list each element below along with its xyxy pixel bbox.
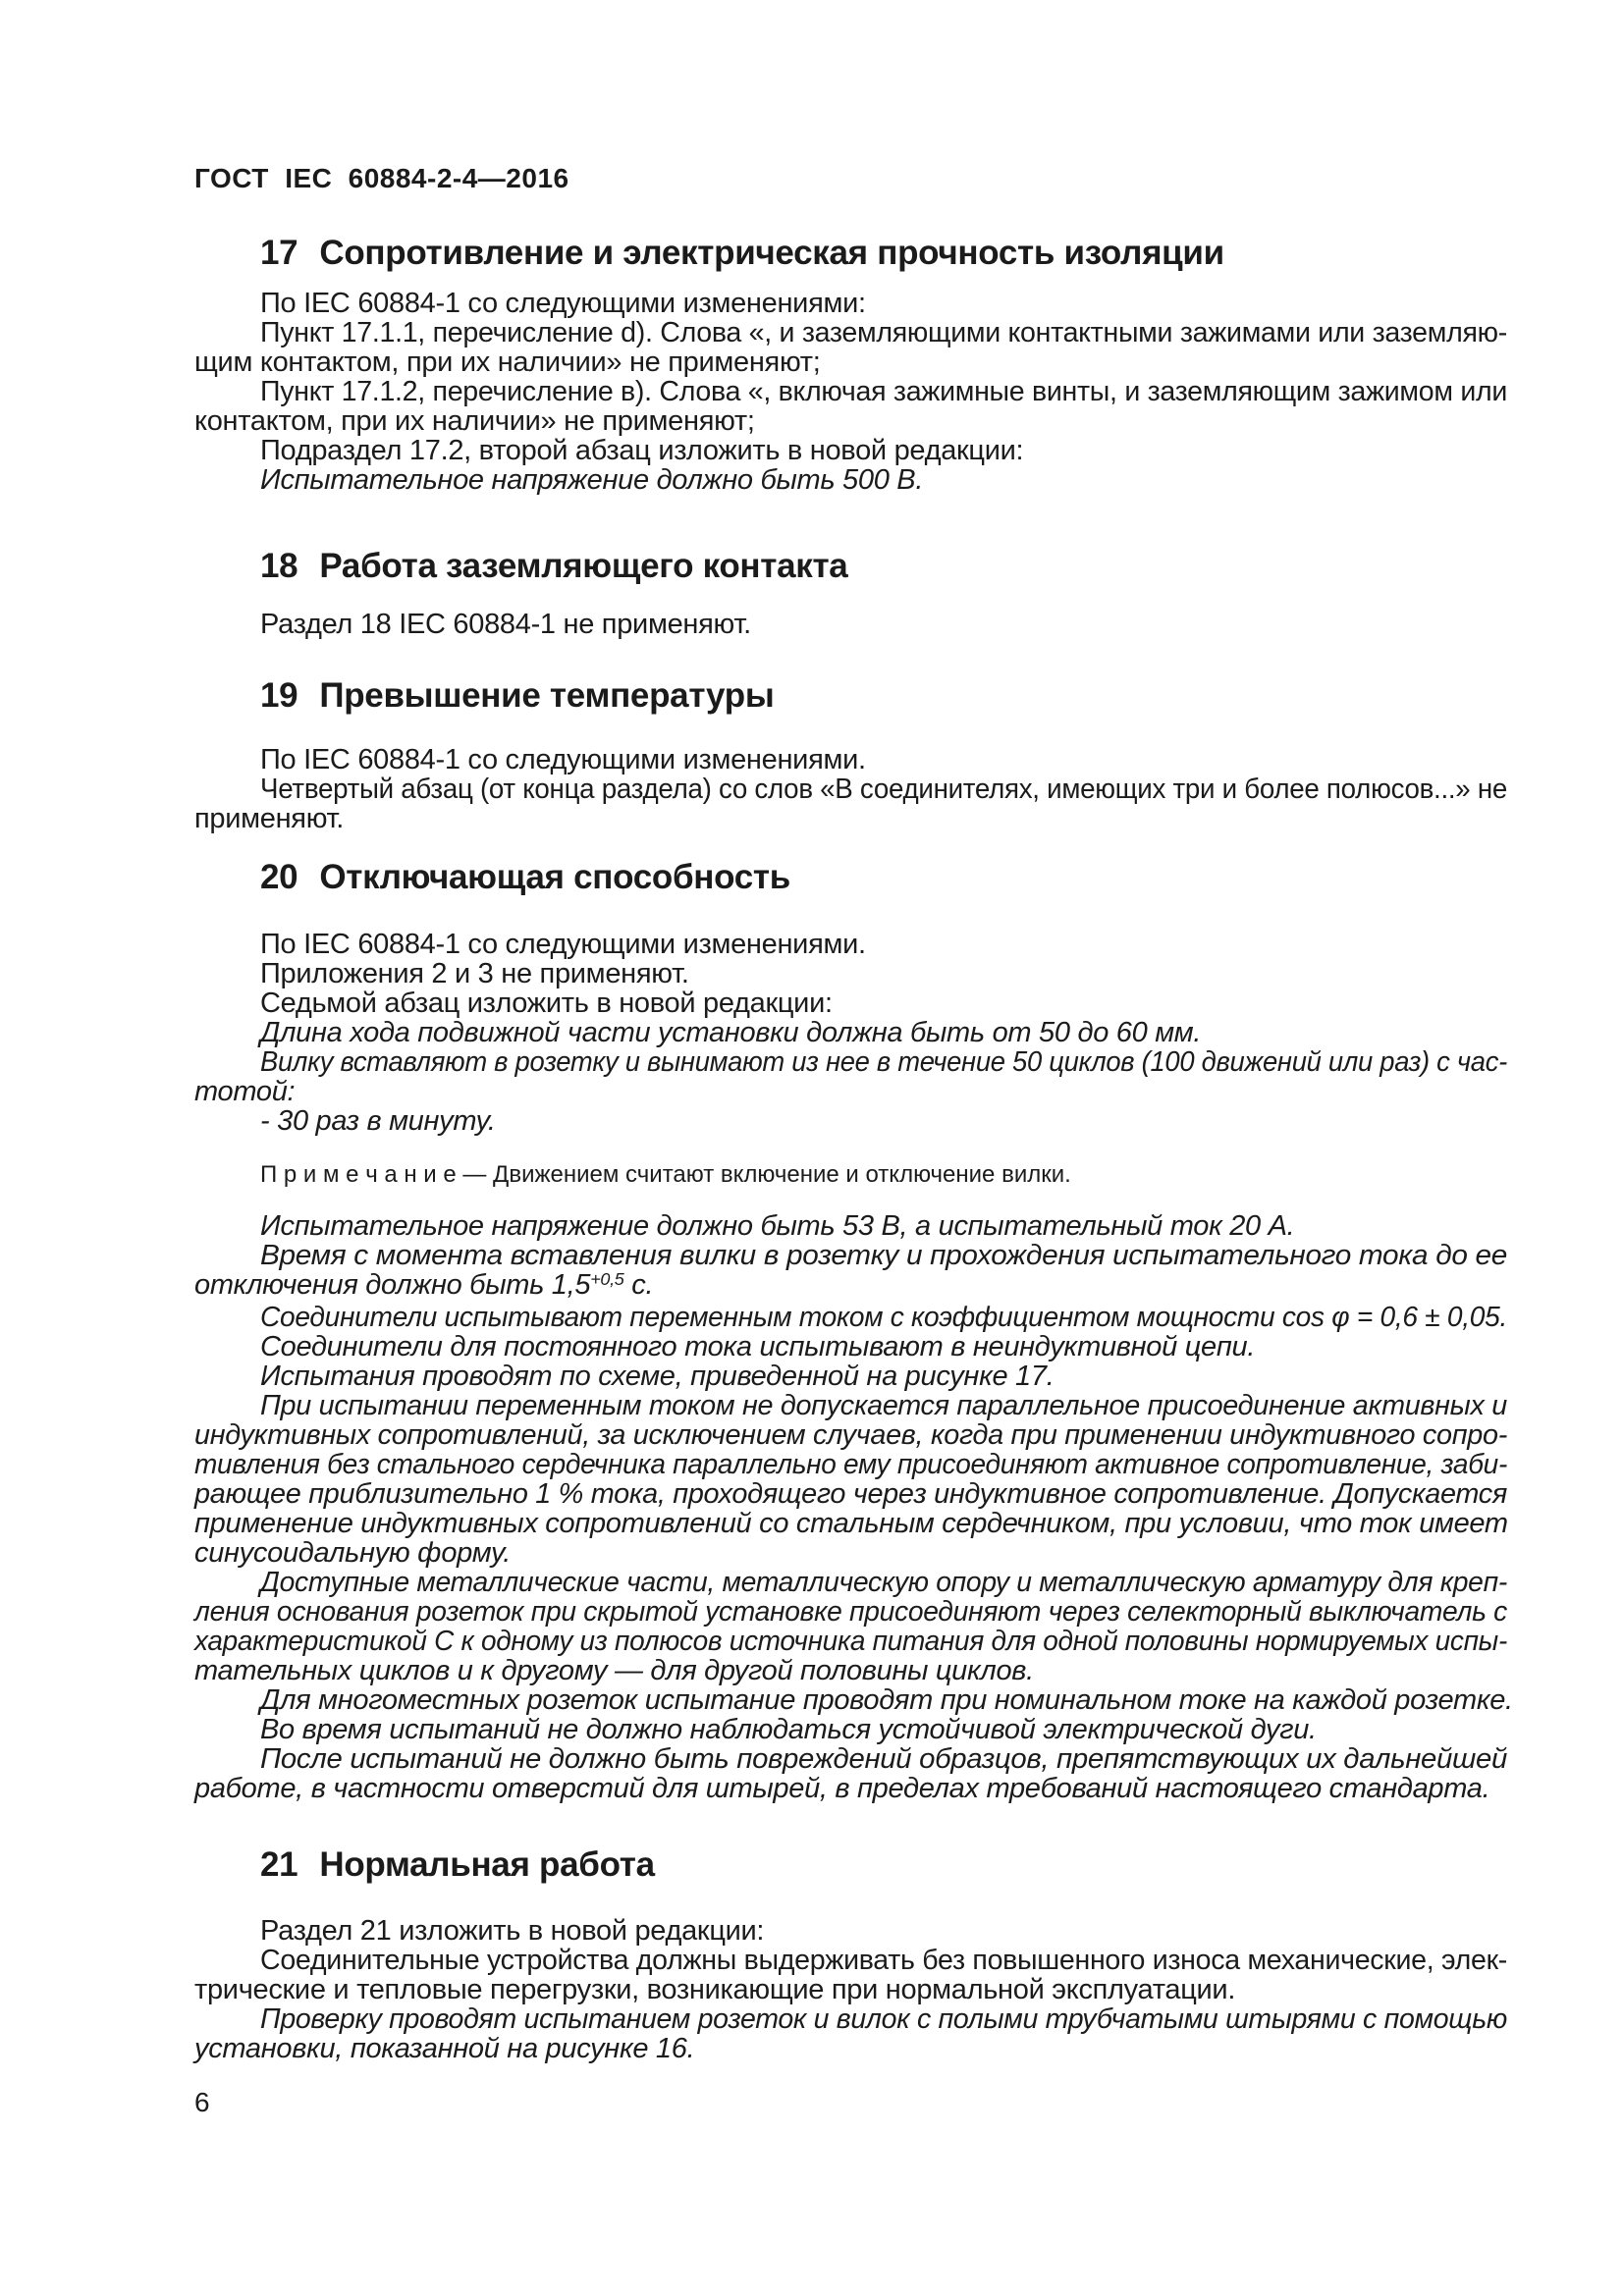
- body-line: индуктивных сопротивлений, за исключением случаев, когда при применении индуктивного сопро-: [194, 1419, 1507, 1451]
- heading-number: 18: [260, 547, 298, 585]
- body-line: трические и тепловые перегрузки, возникающие при нормальной эксплуатации.: [194, 1974, 1236, 2005]
- body-line: тивления без стального сердечника параллельно ему присоединяют активное сопротивление, заби-: [194, 1449, 1507, 1480]
- body-line: Соединители для постоянного тока испытывают в неиндуктивной цепи.: [260, 1331, 1256, 1362]
- body-line: работе, в частности отверстий для штырей, в пределах требований настоящего стандарта.: [194, 1773, 1490, 1804]
- body-line: характеристикой С к одному из полюсов источника питания для одной половины нормируемых испы-: [194, 1626, 1507, 1657]
- body-line: тотой:: [194, 1076, 296, 1107]
- body-line: Соединители испытывают переменным током с коэффициентом мощности cos φ = 0,6 ± 0,05.: [260, 1302, 1507, 1333]
- body-line: Соединительные устройства должны выдерживать без повышенного износа механические, элек-: [260, 1945, 1507, 1976]
- body-line: ления основания розеток при скрытой установке присоединяют через селекторный выключатель с: [194, 1596, 1507, 1628]
- body-line: После испытаний не должно быть повреждений образцов, препятствующих их дальнейшей: [260, 1743, 1507, 1775]
- section-heading-21: [260, 1845, 1507, 1885]
- body-line: Время с момента вставления вилки в розетку и прохождения испытательного тока до ее: [260, 1240, 1507, 1271]
- superscript-tolerance: +0,5: [590, 1269, 624, 1290]
- page-number: 6: [194, 2087, 210, 2117]
- body-line: щим контактом, при их наличии» не применяют;: [194, 347, 821, 378]
- body-line: - 30 раз в минуту.: [260, 1105, 496, 1137]
- body-line-superscript: [194, 1270, 1507, 1303]
- body-line: контактом, при их наличии» не применяют;: [194, 405, 755, 437]
- heading-number: 20: [260, 858, 298, 896]
- body-line: Для многоместных розеток испытание проводят при номинальном токе на каждой розетке.: [260, 1684, 1513, 1716]
- body-line: тательных циклов и к другому — для другой половины циклов.: [194, 1655, 1034, 1686]
- body-line: применяют.: [194, 803, 345, 834]
- body-line: Длина хода подвижной части установки должна быть от 50 до 60 мм.: [260, 1017, 1202, 1048]
- body-line: Раздел 21 изложить в новой редакции:: [260, 1915, 765, 1947]
- heading-title: Нормальная работа: [319, 1845, 655, 1884]
- body-line: Раздел 18 IEC 60884-1 не применяют.: [260, 609, 751, 640]
- body-line: Испытательное напряжение должно быть 500 В.: [260, 464, 924, 496]
- body-line: Испытания проводят по схеме, приведенной на рисунке 17.: [260, 1361, 1055, 1392]
- body-line: Проверку проводят испытанием розеток и вилок с полыми трубчатыми штырями с помощью: [260, 2003, 1507, 2035]
- heading-title: Отключающая способность: [319, 858, 790, 896]
- body-line: Доступные металлические части, металлическую опору и металлическую арматуру для креп-: [260, 1567, 1507, 1598]
- body-line: Во время испытаний не должно наблюдаться устойчивой электрической дуги.: [260, 1714, 1317, 1745]
- sup-post: с.: [623, 1269, 654, 1301]
- body-line: Вилку вставляют в розетку и вынимают из нее в течение 50 циклов (100 движений или раз) с час-: [260, 1046, 1507, 1078]
- note-line: П р и м е ч а н и е — Движением считают включение и отключение вилки.: [260, 1161, 1071, 1188]
- body-line: Испытательное напряжение должно быть 53 В, а испытательный ток 20 А.: [260, 1210, 1295, 1242]
- heading-number: 19: [260, 676, 298, 715]
- section-heading-17: [260, 234, 1507, 273]
- body-line: Седьмой абзац изложить в новой редакции:: [260, 988, 833, 1019]
- body-line: По IEC 60884-1 со следующими изменениями:: [260, 288, 866, 319]
- text-column: [194, 0, 1513, 2117]
- section-heading-19: [260, 676, 1507, 716]
- body-line: Пункт 17.1.1, перечисление d). Слова «, и заземляющими контактными зажимами или заземляю-: [260, 317, 1507, 348]
- body-line: применение индуктивных сопротивлений со стальным сердечником, при условии, что ток имеет: [194, 1508, 1508, 1539]
- body-line: При испытании переменным током не допускается параллельное присоединение активных и: [260, 1390, 1507, 1421]
- sup-pre: отключения должно быть 1,5: [194, 1269, 591, 1301]
- heading-number: 21: [260, 1845, 298, 1884]
- heading-title: Сопротивление и электрическая прочность изоляции: [319, 234, 1224, 272]
- body-line: синусоидальную форму.: [194, 1537, 511, 1569]
- running-header: ГОСТ IEC 60884-2-4—2016: [194, 163, 569, 193]
- section-heading-18: [260, 547, 1507, 586]
- body-line: рающее приблизительно 1 % тока, проходящего через индуктивное сопротивление. Допускается: [194, 1478, 1507, 1510]
- body-line: установки, показанной на рисунке 16.: [194, 2033, 695, 2064]
- body-line: Пункт 17.1.2, перечисление в). Слова «, включая зажимные винты, и заземляющим зажимом или: [260, 376, 1507, 407]
- body-line: Четвертый абзац (от конца раздела) со слов «В соединителях, имеющих три и более полюсов...» не: [260, 774, 1507, 805]
- section-heading-20: [260, 858, 1507, 897]
- body-line: По IEC 60884-1 со следующими изменениями.: [260, 929, 866, 960]
- heading-number: 17: [260, 234, 298, 272]
- body-line: Подраздел 17.2, второй абзац изложить в новой редакции:: [260, 435, 1024, 466]
- body-line: Приложения 2 и 3 не применяют.: [260, 958, 689, 989]
- heading-title: Превышение температуры: [319, 676, 775, 715]
- body-line: По IEC 60884-1 со следующими изменениями.: [260, 744, 866, 775]
- heading-title: Работа заземляющего контакта: [319, 547, 848, 585]
